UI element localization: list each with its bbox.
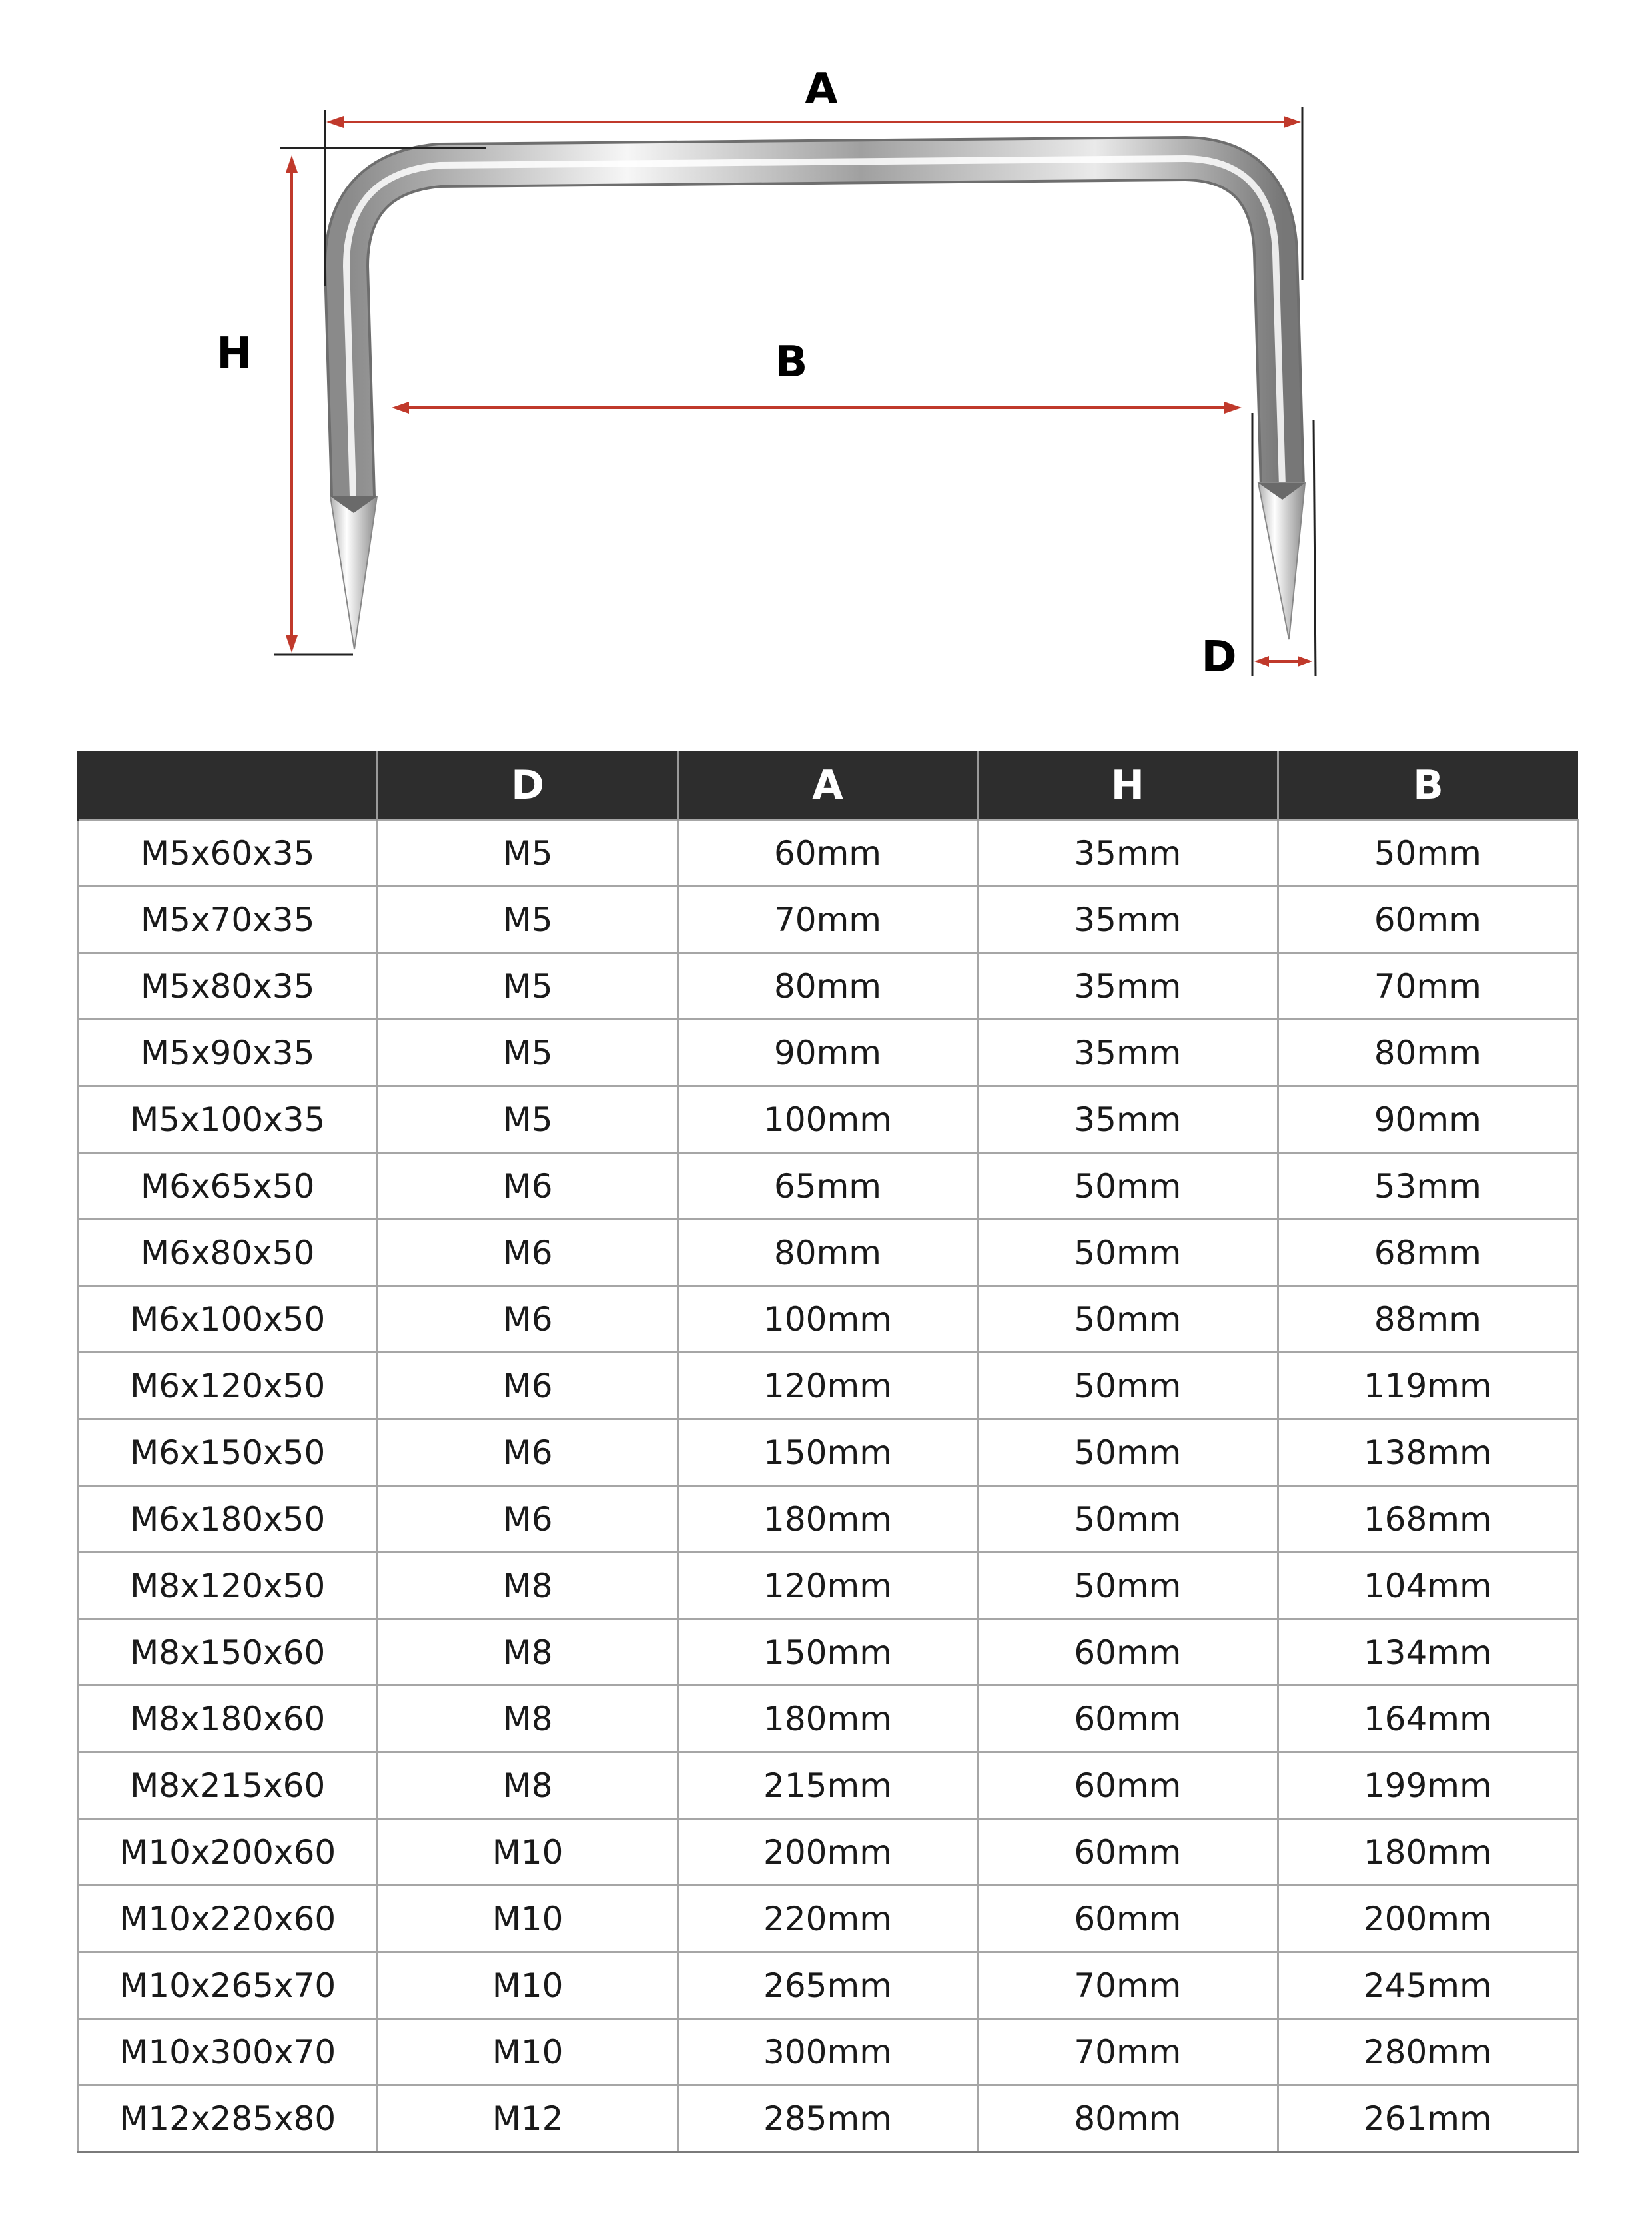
cell-b: 68mm <box>1278 1220 1577 1286</box>
cell-d: M8 <box>378 1752 677 1819</box>
cell-model: M12x285x80 <box>78 2085 378 2153</box>
header-h: H <box>978 751 1278 820</box>
header-a: A <box>677 751 977 820</box>
table-row <box>78 1020 1578 1086</box>
cell-d: M6 <box>378 1153 677 1220</box>
cell-model: M6x65x50 <box>78 1153 378 1220</box>
table-header-row <box>78 751 1578 820</box>
cell-b: 168mm <box>1278 1486 1577 1553</box>
cell-a: 285mm <box>677 2085 977 2153</box>
cell-model: M6x120x50 <box>78 1353 378 1419</box>
cell-b: 180mm <box>1278 1819 1577 1886</box>
cell-model: M6x150x50 <box>78 1419 378 1486</box>
cell-model: M6x80x50 <box>78 1220 378 1286</box>
cell-a: 120mm <box>677 1353 977 1419</box>
cell-a: 90mm <box>677 1020 977 1086</box>
label-b: B <box>775 338 808 387</box>
header-d: D <box>378 751 677 820</box>
table-body <box>78 820 1578 2153</box>
cell-model: M6x180x50 <box>78 1486 378 1553</box>
cell-b: 199mm <box>1278 1752 1577 1819</box>
cell-h: 70mm <box>978 1952 1278 2019</box>
cell-h: 35mm <box>978 1020 1278 1086</box>
label-a: A <box>805 65 838 114</box>
cell-d: M6 <box>378 1286 677 1353</box>
cell-h: 50mm <box>978 1353 1278 1419</box>
table-row <box>78 1353 1578 1419</box>
cell-model: M10x200x60 <box>78 1819 378 1886</box>
table-row <box>78 953 1578 1020</box>
cell-d: M8 <box>378 1619 677 1686</box>
cell-d: M5 <box>378 953 677 1020</box>
cell-b: 164mm <box>1278 1686 1577 1752</box>
cell-model: M6x100x50 <box>78 1286 378 1353</box>
cell-a: 60mm <box>677 820 977 887</box>
cell-b: 104mm <box>1278 1553 1577 1619</box>
cell-b: 60mm <box>1278 887 1577 953</box>
cell-b: 80mm <box>1278 1020 1577 1086</box>
cell-b: 90mm <box>1278 1086 1577 1153</box>
cell-model: M8x215x60 <box>78 1752 378 1819</box>
spec-table-container <box>77 751 1579 2153</box>
table-row <box>78 1553 1578 1619</box>
cell-b: 70mm <box>1278 953 1577 1020</box>
cell-b: 53mm <box>1278 1153 1577 1220</box>
cell-model: M8x150x60 <box>78 1619 378 1686</box>
table-row <box>78 1752 1578 1819</box>
table-row <box>78 1686 1578 1752</box>
u-staple-illustration <box>330 159 1305 649</box>
table-row <box>78 887 1578 953</box>
cell-h: 60mm <box>978 1752 1278 1819</box>
cell-h: 35mm <box>978 1086 1278 1153</box>
cell-a: 180mm <box>677 1486 977 1553</box>
label-h: H <box>216 329 252 378</box>
cell-h: 60mm <box>978 1819 1278 1886</box>
cell-b: 200mm <box>1278 1886 1577 1952</box>
table-row <box>78 1619 1578 1686</box>
cell-a: 180mm <box>677 1686 977 1752</box>
table-row <box>78 1486 1578 1553</box>
cell-a: 70mm <box>677 887 977 953</box>
cell-h: 50mm <box>978 1419 1278 1486</box>
cell-model: M5x90x35 <box>78 1020 378 1086</box>
cell-b: 50mm <box>1278 820 1577 887</box>
table-row <box>78 1419 1578 1486</box>
spec-table <box>77 751 1579 2153</box>
cell-model: M10x300x70 <box>78 2019 378 2085</box>
cell-h: 50mm <box>978 1286 1278 1353</box>
cell-d: M6 <box>378 1220 677 1286</box>
cell-model: M10x220x60 <box>78 1886 378 1952</box>
table-row <box>78 1819 1578 1886</box>
cell-d: M6 <box>378 1419 677 1486</box>
table-row <box>78 1886 1578 1952</box>
cell-a: 220mm <box>677 1886 977 1952</box>
cell-d: M8 <box>378 1686 677 1752</box>
cell-a: 265mm <box>677 1952 977 2019</box>
cell-d: M5 <box>378 887 677 953</box>
cell-d: M8 <box>378 1553 677 1619</box>
cell-a: 300mm <box>677 2019 977 2085</box>
cell-a: 215mm <box>677 1752 977 1819</box>
cell-a: 200mm <box>677 1819 977 1886</box>
cell-model: M5x70x35 <box>78 887 378 953</box>
table-row <box>78 2085 1578 2153</box>
table-row <box>78 1220 1578 1286</box>
cell-h: 60mm <box>978 1686 1278 1752</box>
cell-h: 60mm <box>978 1886 1278 1952</box>
cell-h: 50mm <box>978 1553 1278 1619</box>
cell-h: 35mm <box>978 820 1278 887</box>
table-row <box>78 1086 1578 1153</box>
cell-d: M5 <box>378 1086 677 1153</box>
cell-b: 119mm <box>1278 1353 1577 1419</box>
cell-a: 80mm <box>677 1220 977 1286</box>
cell-b: 261mm <box>1278 2085 1577 2153</box>
header-b: B <box>1278 751 1577 820</box>
table-row <box>78 1952 1578 2019</box>
cell-model: M5x100x35 <box>78 1086 378 1153</box>
cell-b: 245mm <box>1278 1952 1577 2019</box>
cell-a: 65mm <box>677 1153 977 1220</box>
cell-model: M10x265x70 <box>78 1952 378 2019</box>
cell-h: 50mm <box>978 1486 1278 1553</box>
cell-h: 50mm <box>978 1153 1278 1220</box>
label-d: D <box>1201 633 1237 682</box>
cell-d: M5 <box>378 820 677 887</box>
cell-d: M10 <box>378 1886 677 1952</box>
cell-h: 50mm <box>978 1220 1278 1286</box>
cell-b: 280mm <box>1278 2019 1577 2085</box>
cell-a: 150mm <box>677 1419 977 1486</box>
cell-b: 134mm <box>1278 1619 1577 1686</box>
cell-h: 35mm <box>978 953 1278 1020</box>
staple-dimension-diagram <box>0 0 1652 733</box>
cell-model: M5x80x35 <box>78 953 378 1020</box>
table-row <box>78 820 1578 887</box>
cell-d: M10 <box>378 1952 677 2019</box>
cell-d: M12 <box>378 2085 677 2153</box>
cell-d: M10 <box>378 1819 677 1886</box>
cell-h: 60mm <box>978 1619 1278 1686</box>
cell-b: 138mm <box>1278 1419 1577 1486</box>
header-model <box>78 751 378 820</box>
cell-model: M8x180x60 <box>78 1686 378 1752</box>
table-row <box>78 2019 1578 2085</box>
extension-lines <box>274 107 1316 676</box>
cell-h: 35mm <box>978 887 1278 953</box>
cell-a: 150mm <box>677 1619 977 1686</box>
cell-d: M10 <box>378 2019 677 2085</box>
dimension-lines <box>286 116 1312 667</box>
table-row <box>78 1286 1578 1353</box>
cell-h: 70mm <box>978 2019 1278 2085</box>
cell-d: M6 <box>378 1486 677 1553</box>
cell-model: M8x120x50 <box>78 1553 378 1619</box>
table-row <box>78 1153 1578 1220</box>
cell-a: 100mm <box>677 1086 977 1153</box>
cell-b: 88mm <box>1278 1286 1577 1353</box>
cell-model: M5x60x35 <box>78 820 378 887</box>
cell-h: 80mm <box>978 2085 1278 2153</box>
cell-a: 120mm <box>677 1553 977 1619</box>
cell-d: M5 <box>378 1020 677 1086</box>
cell-a: 80mm <box>677 953 977 1020</box>
cell-a: 100mm <box>677 1286 977 1353</box>
cell-d: M6 <box>378 1353 677 1419</box>
